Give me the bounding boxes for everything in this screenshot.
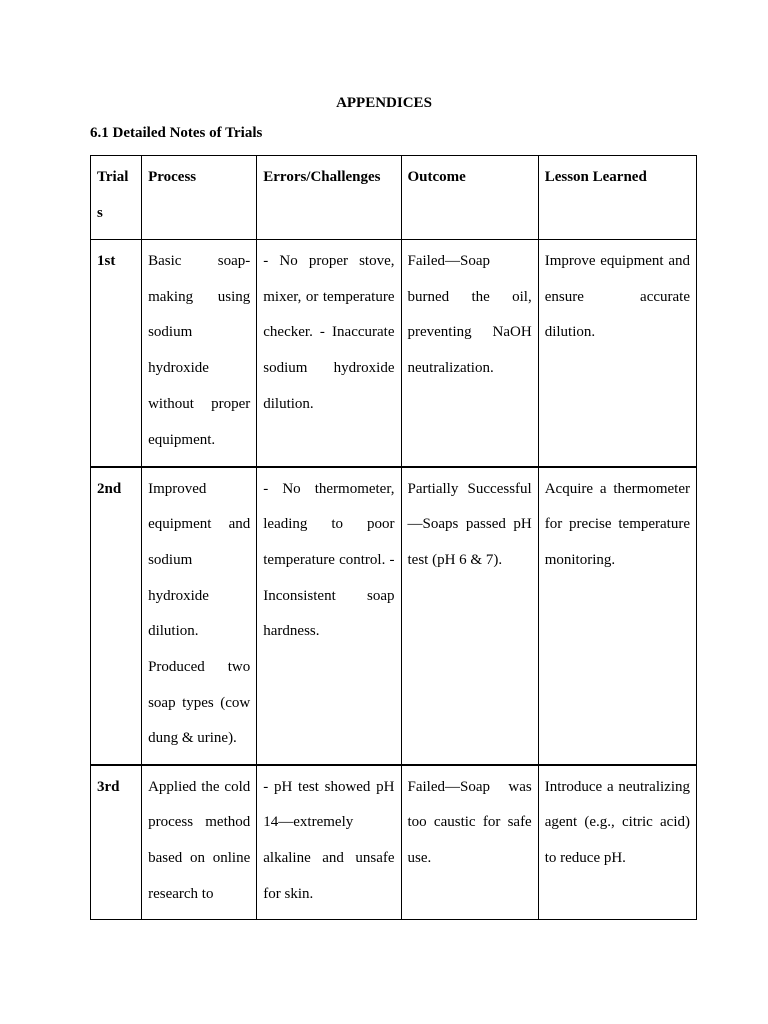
trial-number: 1st (91, 240, 142, 467)
trial-number: 2nd (91, 467, 142, 765)
page-heading: APPENDICES (336, 95, 432, 111)
outcome-cell: Partially Successful—Soaps passed pH test (pH 6 & 7). (401, 467, 538, 765)
process-extra-text: Produced two soap types (cow dung & urine). (148, 659, 251, 747)
process-cell (142, 240, 257, 467)
header-process: Process (142, 156, 257, 240)
table-row (91, 240, 697, 467)
errors-cell: - No thermometer, leading to poor temperature control. - Inconsistent soap hardness. (257, 467, 401, 765)
process-text: Applied the cold process method based on online research to (148, 778, 251, 902)
lesson-cell: Introduce a neutralizing agent (e.g., citric acid) to reduce pH. (538, 765, 696, 920)
header-errors: Errors/Challenges (257, 156, 401, 240)
lesson-cell: Improve equipment and ensure accurate dilution. (538, 240, 696, 467)
trial-number: 3rd (91, 765, 142, 920)
section-title: 6.1 Detailed Notes of Trials (90, 125, 263, 141)
lesson-cell: Acquire a thermometer for precise temperature monitoring. (538, 467, 696, 765)
process-cell (142, 765, 257, 920)
errors-cell: - pH test showed pH 14—extremely alkaline and unsafe for skin. (257, 765, 401, 920)
process-text: Basic soap-making using sodium hydroxide without proper equipment. (148, 253, 251, 448)
outcome-cell: Failed—Soap burned the oil, preventing NaOH neutralization. (401, 240, 538, 467)
header-outcome: Outcome (401, 156, 538, 240)
trials-table (90, 155, 697, 920)
errors-cell: - No proper stove, mixer, or temperature checker. - Inaccurate sodium hydroxide dilution. (257, 240, 401, 467)
header-lesson: Lesson Learned (538, 156, 696, 240)
outcome-cell: Failed—Soap was too caustic for safe use. (401, 765, 538, 920)
process-cell (142, 467, 257, 765)
header-trials: Trial s (91, 156, 142, 240)
table-header-row (91, 156, 697, 240)
process-text: Improved equipment and sodium hydroxide dilution. (148, 480, 251, 640)
table-row (91, 765, 697, 920)
table-row (91, 467, 697, 765)
